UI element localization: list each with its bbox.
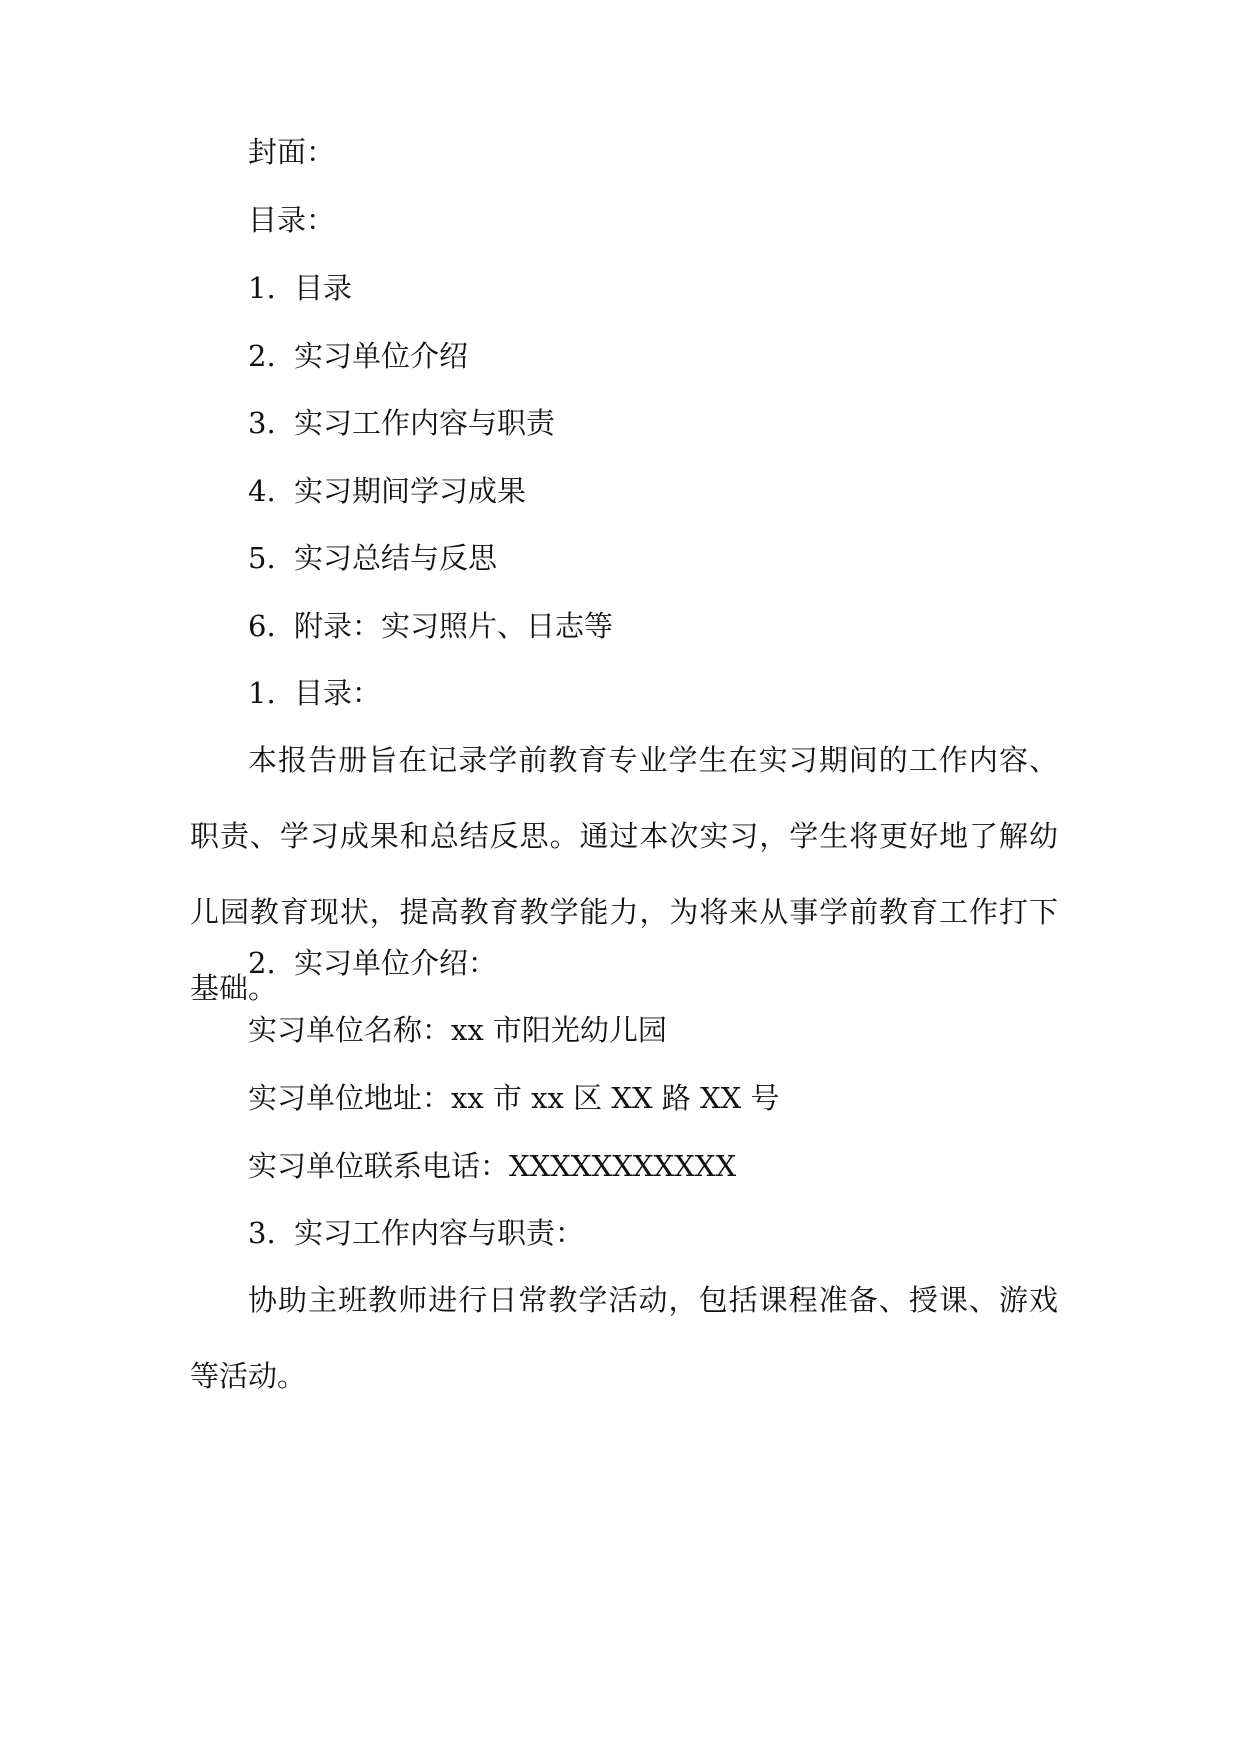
cover-label: 封面： [248,135,336,169]
section-2-heading [248,943,1118,983]
toc-item-number: 4. [248,474,276,508]
section-title: 实习工作内容与职责： [294,1216,585,1250]
toc-item-text: 附录：实习照片、日志等 [294,609,614,643]
toc-item-text: 实习总结与反思 [294,541,498,575]
toc-item-6 [248,606,1118,646]
toc-item-number: 1. [248,271,276,305]
toc-label: 目录： [248,203,336,237]
section-title: 目录： [294,676,382,710]
section-1-paragraph: 本报告册旨在记录学前教育专业学生在实习期间的工作内容、职责、学习成果和总结反思。通过本次实习，学生将更好地了解幼儿园教育现状，提高教育教学能力，为将来从事学前教育工作打下基础。 [190,743,1058,1005]
toc-item-text: 实习工作内容与职责 [294,406,556,440]
toc-item-3 [248,403,1118,443]
toc-item-number: 6. [248,609,276,643]
section-number: 1. [248,676,276,710]
toc-item-text: 目录 [294,271,353,305]
toc-item-1 [248,268,1118,308]
section-1-heading [248,673,1118,713]
section-3-paragraph: 协助主班教师进行日常教学活动，包括课程准备、授课、游戏等活动。 [190,1283,1058,1393]
toc-item-5 [248,538,1118,578]
toc-item-2 [248,336,1118,376]
section-number: 3. [248,1216,276,1250]
toc-item-4 [248,471,1118,511]
unit-name-line: 实习单位名称：xx 市阳光幼儿园 [248,1013,667,1047]
toc-item-number: 2. [248,339,276,373]
toc-item-number: 3. [248,406,276,440]
section-number: 2. [248,946,276,980]
section-title: 实习单位介绍： [294,946,498,980]
toc-item-text: 实习期间学习成果 [294,474,527,508]
toc-item-text: 实习单位介绍 [294,339,469,373]
toc-item-number: 5. [248,541,276,575]
unit-phone-line: 实习单位联系电话：XXXXXXXXXXX [248,1149,737,1183]
section-3-heading [248,1213,1118,1253]
unit-address-line: 实习单位地址：xx 市 xx 区 XX 路 XX 号 [248,1081,780,1115]
